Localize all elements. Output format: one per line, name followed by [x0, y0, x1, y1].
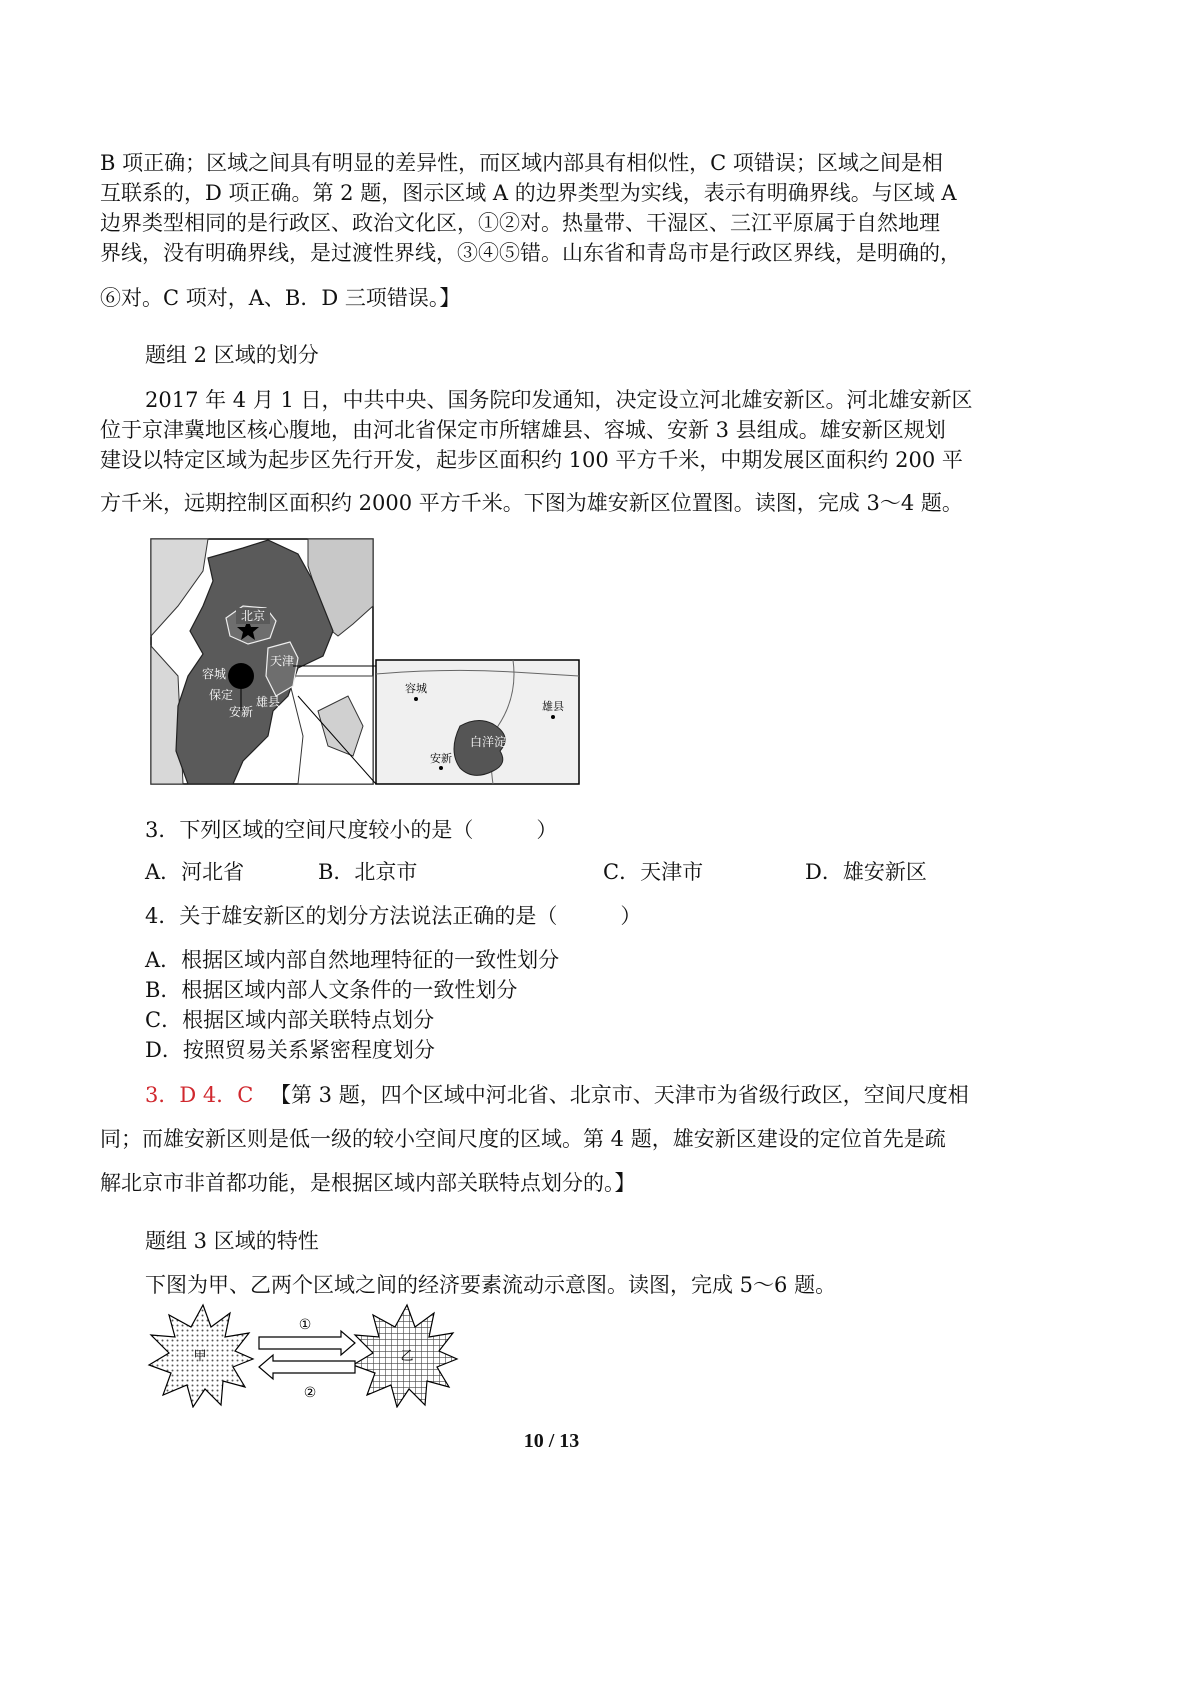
q3-option-d: D．雄安新区 — [805, 860, 927, 884]
region-a-label: 甲 — [193, 1349, 207, 1364]
intro-line: 位于京津冀地区核心腹地，由河北省保定市所辖雄县、容城、安新 3 县组成。雄安新区规划 — [100, 418, 946, 442]
arrow-1-label: ① — [298, 1317, 312, 1333]
q4-option-b: B．根据区域内部人文条件的一致性划分 — [145, 978, 518, 1002]
answer-text-line: 解北京市非首都功能，是根据区域内部关联特点划分的。】 — [100, 1171, 636, 1195]
inset-label-xiongxian: 雄县 — [542, 700, 564, 713]
arrow-right-icon — [259, 1331, 355, 1355]
map-label-baoding: 保定 — [208, 688, 234, 702]
answer-text-line: ⑥对。C 项对，A、B．D 三项错误。】 — [100, 286, 461, 310]
inset-label-anxin: 安新 — [430, 752, 452, 765]
section-heading: 题组 2 区域的划分 — [145, 343, 319, 367]
answer-text-line: 边界类型相同的是行政区、政治文化区，①②对。热量带、干湿区、三江平原属于自然地理 — [100, 211, 940, 235]
intro-line: 建设以特定区域为起步区先行开发，起步区面积约 100 平方千米，中期发展区面积约 200 平 — [100, 448, 963, 472]
intro-line: 2017 年 4 月 1 日，中共中央、国务院印发通知，决定设立河北雄安新区。河北雄安新区 — [145, 388, 973, 412]
map-label-xiongxian: 雄县 — [255, 695, 281, 709]
xiongan-location-map — [148, 536, 583, 788]
element-flow-diagram — [145, 1303, 465, 1408]
inset-label-rongcheng: 容城 — [405, 682, 427, 695]
question-stem-3: 3．下列区域的空间尺度较小的是（ ） — [145, 818, 558, 842]
answer-key: 3．D 4．C — [145, 1083, 254, 1107]
region-b-label: 乙 — [400, 1349, 414, 1364]
q4-option-d: D．按照贸易关系紧密程度划分 — [145, 1038, 435, 1062]
map-label-tianjin: 天津 — [269, 654, 295, 668]
answer-explanation: 【第 3 题，四个区域中河北省、北京市、天津市为省级行政区，空间尺度相 — [270, 1083, 969, 1107]
inset-label-baiyangdian: 白洋淀 — [469, 735, 507, 749]
map-label-rongcheng: 容城 — [201, 667, 227, 681]
answer-block — [145, 1080, 969, 1110]
xiongan-marker — [228, 663, 254, 689]
q3-option-a: A．河北省 — [145, 860, 245, 884]
q3-option-c: C．天津市 — [603, 860, 704, 884]
answer-text-line: B 项正确；区域之间具有明显的差异性，而区域内部具有相似性，C 项错误；区域之间是相 — [100, 151, 943, 175]
arrow-left-icon — [259, 1355, 355, 1379]
arrow-2-label: ② — [303, 1385, 317, 1401]
answer-text-line: 同；而雄安新区则是低一级的较小空间尺度的区域。第 4 题，雄安新区建设的定位首先是疏 — [100, 1127, 946, 1151]
page-number: 10 / 13 — [523, 1430, 580, 1452]
answer-text-line: 界线，没有明确界线，是过渡性界线，③④⑤错。山东省和青岛市是行政区界线，是明确的， — [100, 241, 961, 265]
intro-line: 下图为甲、乙两个区域之间的经济要素流动示意图。读图，完成 5～6 题。 — [145, 1273, 837, 1297]
q4-option-c: C．根据区域内部关联特点划分 — [145, 1008, 435, 1032]
intro-line: 方千米，远期控制区面积约 2000 平方千米。下图为雄安新区位置图。读图，完成 3～4 题。 — [100, 491, 963, 515]
section-heading: 题组 3 区域的特性 — [145, 1229, 319, 1253]
q3-option-b: B．北京市 — [318, 860, 418, 884]
map-label-beijing: 北京 — [240, 609, 266, 623]
question-stem-4: 4．关于雄安新区的划分方法说法正确的是（ ） — [145, 904, 642, 928]
map-label-anxin: 安新 — [228, 705, 254, 719]
answer-text-line: 互联系的，D 项正确。第 2 题，图示区域 A 的边界类型为实线，表示有明确界线。与区域 A — [100, 181, 957, 205]
q4-option-a: A．根据区域内部自然地理特征的一致性划分 — [145, 948, 560, 972]
